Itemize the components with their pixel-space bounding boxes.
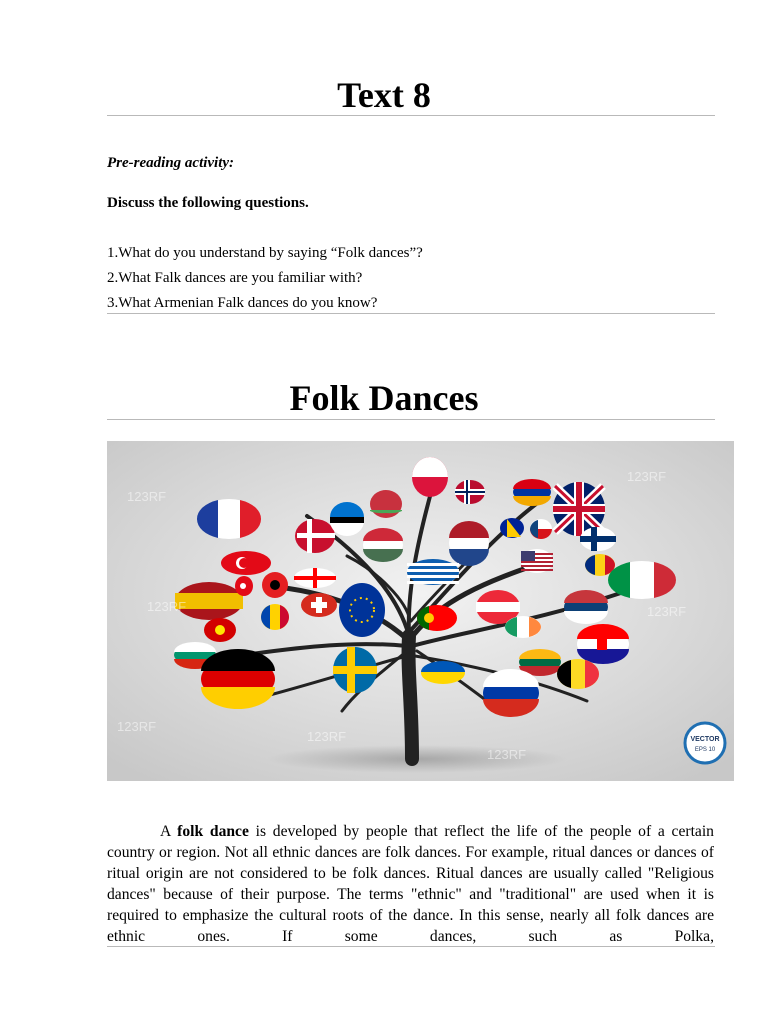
poland-flag-leaf: [412, 457, 448, 497]
vector-eps-badge: [685, 723, 725, 763]
italy-flag-leaf: [608, 561, 676, 599]
article-title-divider: [107, 419, 715, 420]
discuss-instruction: Discuss the following questions.: [107, 195, 309, 211]
portugal-flag-leaf: [417, 605, 457, 631]
netherlands-flag-leaf: [449, 521, 489, 566]
macedonia-flag-leaf: [204, 618, 236, 642]
title-divider: [107, 115, 715, 116]
badge-text-top: VECTOR: [690, 736, 720, 743]
watermark-text: 123RF: [117, 719, 157, 734]
watermark-text: 123RF: [487, 747, 527, 762]
page-title: Text 8: [337, 75, 431, 115]
paragraph-term: folk dance: [177, 823, 249, 840]
question-item: 2.What Falk dances are you familiar with?: [107, 270, 363, 286]
russia-flag-leaf: [483, 669, 539, 717]
watermark-text: 123RF: [627, 469, 667, 484]
paragraph-divider: [107, 946, 715, 947]
article-paragraph: [107, 822, 714, 947]
ukraine-flag-leaf: [421, 661, 465, 684]
watermark-text: 123RF: [147, 599, 187, 614]
georgia-flag-leaf: [294, 568, 336, 588]
moldova-flag-leaf: [261, 604, 289, 630]
hungary-flag-leaf: [363, 528, 403, 562]
eu-flag-leaf: [339, 583, 385, 637]
prereading-label: Pre-reading activity:: [107, 155, 235, 171]
watermark-text: 123RF: [647, 604, 687, 619]
belarus-flag-leaf: [370, 490, 402, 518]
estonia-flag-leaf: [330, 502, 364, 536]
turkey-small-flag-leaf: [235, 576, 253, 596]
paragraph-body: is developed by people that reflect the life of the people of a certain country or region. Not all ethnic dances are folk dances. For example, ritual dances or dances of ritual origin are not considered to be folk dances. Ritual dances are usually called "Religious dances" because of their purpose. The terms "ethnic" and "traditional" are used when it is required to emphasize the cultural roots of the dance. In this sense, nearly all folk dances are ethnic ones. If some dances, such as Polka,: [107, 823, 714, 945]
finland-flag-leaf: [580, 527, 616, 551]
turkey-flag-leaf: [221, 551, 271, 575]
flag-tree-illustration: [107, 441, 734, 781]
germany-flag-leaf: [201, 649, 275, 709]
belgium-flag-leaf: [557, 659, 599, 689]
ireland-flag-leaf: [505, 616, 541, 638]
question-item: 3.What Armenian Falk dances do you know?: [107, 295, 378, 311]
questions-divider: [107, 313, 715, 314]
usa-flag-leaf: [521, 549, 553, 573]
flag-tree-svg: [107, 441, 734, 781]
badge-text-bottom: EPS 10: [694, 747, 716, 753]
watermark-text: 123RF: [127, 489, 167, 504]
question-item: 1.What do you understand by saying “Folk dances”?: [107, 245, 423, 261]
article-title: Folk Dances: [289, 378, 479, 418]
france-flag-leaf: [197, 499, 261, 539]
czech-flag-leaf: [530, 519, 552, 539]
paragraph-lead: A: [160, 823, 178, 840]
albania-flag-leaf: [262, 572, 288, 598]
serbia-flag-leaf: [564, 590, 608, 624]
norway-flag-leaf: [455, 480, 485, 504]
switzerland-flag-leaf: [301, 593, 337, 617]
greece-flag-leaf: [407, 559, 459, 585]
denmark-flag-leaf: [295, 519, 335, 553]
croatia-flag-leaf: [577, 624, 629, 664]
bosnia-flag-leaf: [500, 518, 524, 538]
armenia-flag-leaf: [513, 479, 551, 506]
sweden-flag-leaf: [333, 647, 377, 693]
watermark-text: 123RF: [307, 729, 347, 744]
